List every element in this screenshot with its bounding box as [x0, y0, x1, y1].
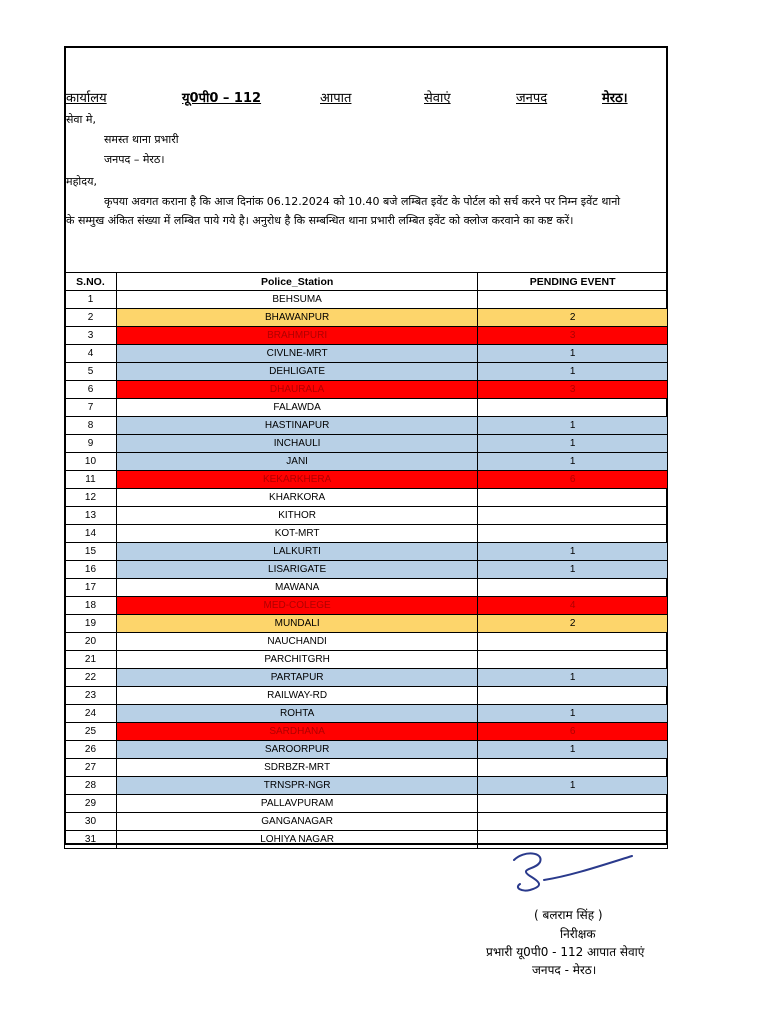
table-row — [65, 291, 668, 309]
row-police-station: SARDHANA — [116, 723, 477, 741]
row-police-station: INCHAULI — [116, 435, 477, 453]
row-sno: 11 — [65, 471, 117, 489]
row-police-station: MED-COLEGE — [116, 597, 477, 615]
table-row — [65, 723, 668, 741]
row-pending-event: 6 — [478, 723, 668, 741]
table-row — [65, 561, 668, 579]
footer-name: ( बलराम सिंह ) — [534, 908, 603, 922]
table-row — [65, 525, 668, 543]
footer-district: जनपद - मेरठ। — [532, 963, 597, 977]
row-sno: 25 — [65, 723, 117, 741]
row-pending-event — [478, 759, 668, 777]
row-pending-event: 1 — [478, 543, 668, 561]
table-row — [65, 435, 668, 453]
row-police-station: KEKARKHERA — [116, 471, 477, 489]
row-sno: 2 — [65, 309, 117, 327]
header-police-station: Police_Station — [116, 273, 477, 291]
footer-designation: निरीक्षक — [560, 927, 596, 941]
row-police-station: BEHSUMA — [116, 291, 477, 309]
row-sno: 1 — [65, 291, 117, 309]
table-row — [65, 489, 668, 507]
header-pending-event: PENDING EVENT — [478, 273, 668, 291]
pending-events-table — [64, 272, 668, 849]
table-row — [65, 507, 668, 525]
letter-to: सेवा मे, — [66, 113, 96, 126]
row-police-station: LOHIYA NAGAR — [116, 831, 477, 849]
row-sno: 20 — [65, 633, 117, 651]
table-row — [65, 759, 668, 777]
heading-word-1: आपात — [320, 91, 352, 106]
row-pending-event — [478, 795, 668, 813]
row-police-station: RAILWAY-RD — [116, 687, 477, 705]
row-sno: 23 — [65, 687, 117, 705]
row-sno: 26 — [65, 741, 117, 759]
heading-word-3: जनपद — [516, 91, 548, 106]
row-police-station: BRAHMPURI — [116, 327, 477, 345]
row-sno: 13 — [65, 507, 117, 525]
row-sno: 12 — [65, 489, 117, 507]
row-pending-event — [478, 579, 668, 597]
row-sno: 9 — [65, 435, 117, 453]
row-police-station: ROHTA — [116, 705, 477, 723]
row-police-station: KITHOR — [116, 507, 477, 525]
row-pending-event: 1 — [478, 705, 668, 723]
heading-word-4: मेरठ। — [602, 91, 628, 106]
row-pending-event — [478, 525, 668, 543]
row-pending-event: 4 — [478, 597, 668, 615]
table-row — [65, 813, 668, 831]
row-pending-event: 1 — [478, 741, 668, 759]
letter-heading — [66, 88, 640, 106]
table-row — [65, 417, 668, 435]
row-sno: 30 — [65, 813, 117, 831]
table-row — [65, 381, 668, 399]
row-pending-event — [478, 489, 668, 507]
row-police-station: KHARKORA — [116, 489, 477, 507]
row-sno: 8 — [65, 417, 117, 435]
letter-body-line-1: कृपया अवगत कराना है कि आज दिनांक 06.12.2024 को 10.40 बजे लम्बित इवेंट के पोर्टल को सर्च करने पर निम्न इवेंट थानो — [104, 195, 621, 208]
letter-recipient-2: जनपद – मेरठ। — [104, 153, 165, 166]
row-police-station: BHAWANPUR — [116, 309, 477, 327]
row-police-station: CIVLNE-MRT — [116, 345, 477, 363]
heading-office: कार्यालय — [66, 91, 107, 106]
table-header-row — [65, 273, 668, 291]
row-pending-event — [478, 813, 668, 831]
row-pending-event: 1 — [478, 669, 668, 687]
row-police-station: LISARIGATE — [116, 561, 477, 579]
row-police-station: MAWANA — [116, 579, 477, 597]
footer-post: प्रभारी यू0पी0 - 112 आपात सेवाएं — [486, 945, 645, 959]
row-pending-event — [478, 399, 668, 417]
row-police-station: DEHLIGATE — [116, 363, 477, 381]
table-row — [65, 633, 668, 651]
row-sno: 14 — [65, 525, 117, 543]
row-pending-event: 1 — [478, 777, 668, 795]
row-police-station: GANGANAGAR — [116, 813, 477, 831]
row-sno: 6 — [65, 381, 117, 399]
signature-image — [500, 846, 640, 902]
table-row — [65, 543, 668, 561]
row-sno: 28 — [65, 777, 117, 795]
row-police-station: JANI — [116, 453, 477, 471]
row-sno: 29 — [65, 795, 117, 813]
row-sno: 4 — [65, 345, 117, 363]
row-sno: 31 — [65, 831, 117, 849]
table-row — [65, 363, 668, 381]
table-row — [65, 651, 668, 669]
table-row — [65, 471, 668, 489]
letter-salutation: महोदय, — [66, 175, 97, 188]
row-police-station: PALLAVPURAM — [116, 795, 477, 813]
table-row — [65, 705, 668, 723]
row-police-station: NAUCHANDI — [116, 633, 477, 651]
row-pending-event: 6 — [478, 471, 668, 489]
row-pending-event: 1 — [478, 345, 668, 363]
row-police-station: HASTINAPUR — [116, 417, 477, 435]
row-pending-event: 1 — [478, 561, 668, 579]
row-pending-event — [478, 507, 668, 525]
table-row — [65, 795, 668, 813]
row-pending-event: 1 — [478, 363, 668, 381]
row-police-station: PARTAPUR — [116, 669, 477, 687]
row-pending-event — [478, 291, 668, 309]
row-sno: 27 — [65, 759, 117, 777]
row-sno: 21 — [65, 651, 117, 669]
table-row — [65, 399, 668, 417]
row-sno: 5 — [65, 363, 117, 381]
row-police-station: LALKURTI — [116, 543, 477, 561]
letter-recipient-1: समस्त थाना प्रभारी — [104, 133, 179, 146]
row-sno: 15 — [65, 543, 117, 561]
row-pending-event — [478, 651, 668, 669]
row-sno: 7 — [65, 399, 117, 417]
table-row — [65, 597, 668, 615]
table-row — [65, 453, 668, 471]
table-row — [65, 579, 668, 597]
table-row — [65, 345, 668, 363]
row-sno: 16 — [65, 561, 117, 579]
table-row — [65, 777, 668, 795]
row-police-station: DHAURALA — [116, 381, 477, 399]
row-pending-event: 2 — [478, 615, 668, 633]
row-pending-event: 3 — [478, 381, 668, 399]
table-row — [65, 615, 668, 633]
row-pending-event: 1 — [478, 417, 668, 435]
heading-unit: यू0पी0 – 112 — [182, 91, 262, 106]
row-sno: 19 — [65, 615, 117, 633]
row-sno: 22 — [65, 669, 117, 687]
row-pending-event — [478, 633, 668, 651]
table-row — [65, 687, 668, 705]
row-sno: 10 — [65, 453, 117, 471]
row-pending-event — [478, 687, 668, 705]
row-pending-event: 1 — [478, 453, 668, 471]
table-row — [65, 327, 668, 345]
row-sno: 24 — [65, 705, 117, 723]
row-sno: 3 — [65, 327, 117, 345]
row-pending-event: 3 — [478, 327, 668, 345]
letter-body-line-2: के सम्मुख अंकित संख्या में लम्बित पाये गये है। अनुरोध है कि सम्बन्धित थाना प्रभारी लम्बित इवेंट को क्लोज करवाने का कष्ट करें। — [66, 214, 574, 227]
row-police-station: PARCHITGRH — [116, 651, 477, 669]
heading-word-2: सेवाएं — [424, 91, 451, 106]
row-police-station: MUNDALI — [116, 615, 477, 633]
table-row — [65, 309, 668, 327]
row-police-station: TRNSPR-NGR — [116, 777, 477, 795]
row-pending-event: 2 — [478, 309, 668, 327]
table-row — [65, 669, 668, 687]
row-police-station: KOT-MRT — [116, 525, 477, 543]
row-police-station: FALAWDA — [116, 399, 477, 417]
row-sno: 17 — [65, 579, 117, 597]
row-police-station: SDRBZR-MRT — [116, 759, 477, 777]
table-row — [65, 741, 668, 759]
row-pending-event: 1 — [478, 435, 668, 453]
row-police-station: SAROORPUR — [116, 741, 477, 759]
header-sno: S.NO. — [65, 273, 117, 291]
row-sno: 18 — [65, 597, 117, 615]
